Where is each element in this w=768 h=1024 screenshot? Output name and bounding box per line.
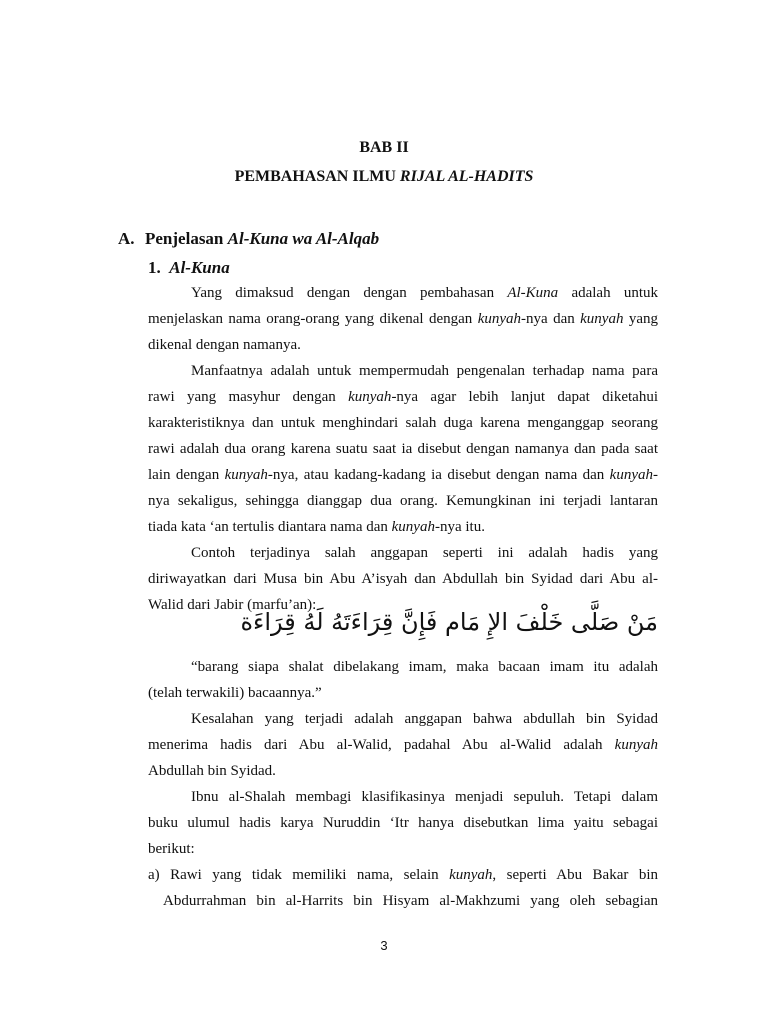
list-item-continuation: Abdurrahman bin al-Harrits bin Hisyam al-Makhzumi yang oleh sebagian [163, 893, 658, 909]
subsection-1-heading: 1. Al-Kuna [148, 258, 230, 277]
section-a-heading: A. Penjelasan Al-Kuna wa Al-Alqab [118, 229, 380, 248]
chapter-title: PEMBAHASAN ILMU RIJAL AL-HADITS [234, 168, 534, 185]
paragraph-line: tiada kata ‘an tertulis diantara nama dan kunyah-nya itu. [148, 519, 485, 535]
paragraph-line: diriwayatkan dari Musa bin Abu A’isyah dan Abdullah bin Syidad dari Abu al- [148, 571, 658, 587]
chapter-heading: BAB II [359, 139, 409, 156]
paragraph-line: “barang siapa shalat dibelakang imam, maka bacaan imam itu adalah [191, 659, 658, 675]
paragraph-line: menjelaskan nama orang-orang yang dikenal dengan kunyah-nya dan kunyah yang [148, 311, 658, 327]
paragraph-line: rawi yang masyhur dengan kunyah-nya agar lebih lanjut dapat diketahui [148, 389, 658, 405]
paragraph-line: buku ulumul hadis karya Nuruddin ‘Itr hanya disebutkan lima yaitu sebagai [148, 815, 658, 831]
paragraph-line: berikut: [148, 841, 195, 857]
paragraph-line: nya sekaligus, sehingga dianggap dua orang. Kemungkinan ini terjadi lantaran [148, 493, 658, 509]
paragraph-line: dikenal dengan namanya. [148, 337, 301, 353]
paragraph-line: menerima hadis dari Abu al-Walid, padahal Abu al-Walid adalah kunyah [148, 737, 658, 753]
paragraph-line: rawi adalah dua orang karena suatu saat ia disebut dengan namanya dan pada saat [148, 441, 658, 457]
list-item: a) Rawi yang tidak memiliki nama, selain kunyah, seperti Abu Bakar bin [148, 867, 658, 883]
paragraph-line: Contoh terjadinya salah anggapan seperti ini adalah hadis yang [191, 545, 658, 561]
paragraph-line: Walid dari Jabir (marfu’an): [148, 597, 317, 613]
page-number: 3 [380, 938, 388, 953]
paragraph-line: (telah terwakili) bacaannya.” [148, 685, 322, 701]
paragraph-line: lain dengan kunyah-nya, atau kadang-kadang ia disebut dengan nama dan kunyah- [148, 467, 658, 483]
arabic-hadith-text: مَنْ صَلَّى خَلْفَ الإِ مَام فَإِنَّ قِرَاءَتَهُ لَهُ قِرَاءَة [240, 608, 658, 636]
paragraph-line: Manfaatnya adalah untuk mempermudah pengenalan terhadap nama para [191, 363, 658, 379]
paragraph-line: Kesalahan yang terjadi adalah anggapan bahwa abdullah bin Syidad [191, 711, 658, 727]
paragraph-line: Ibnu al-Shalah membagi klasifikasinya menjadi sepuluh. Tetapi dalam [191, 789, 658, 805]
paragraph-line: karakteristiknya dan untuk menghindari salah duga karena menganggap seorang [148, 415, 658, 431]
paragraph-line: Yang dimaksud dengan dengan pembahasan Al-Kuna adalah untuk [191, 285, 658, 301]
paragraph-line: Abdullah bin Syidad. [148, 763, 276, 779]
